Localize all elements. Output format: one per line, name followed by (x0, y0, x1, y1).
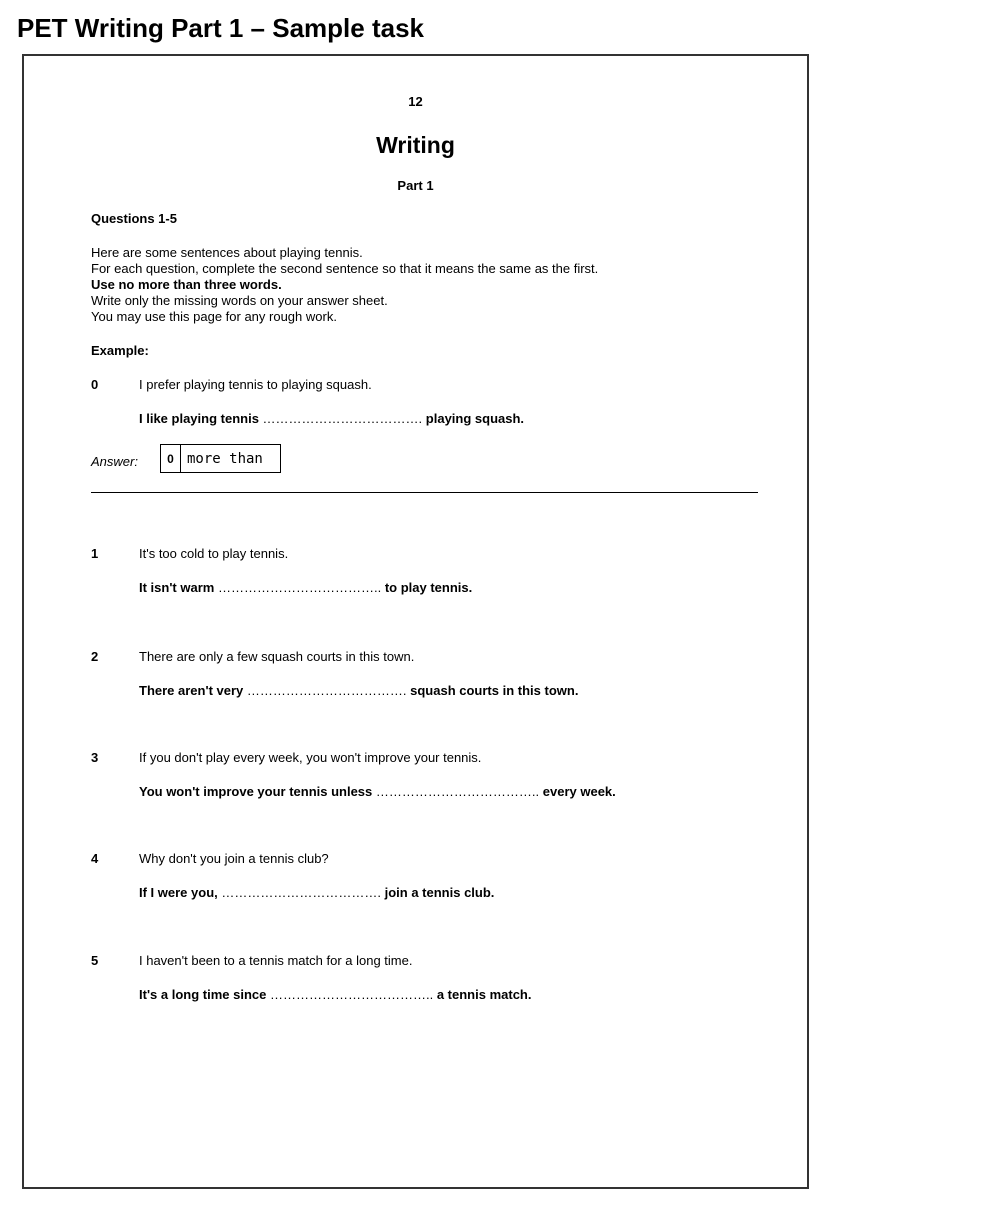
answer-start: I like playing tennis (139, 411, 259, 426)
answer-start: You won't improve your tennis unless (139, 784, 373, 799)
part-label: Part 1 (397, 178, 434, 193)
question-prompt: I haven't been to a tennis match for a long time. (139, 953, 413, 968)
answer-start: It isn't warm (139, 580, 215, 595)
answer-box-text: more than (187, 450, 263, 467)
section-title: Writing (376, 132, 455, 158)
answer-dots: ………………………………. (262, 411, 423, 426)
question-number: 4 (91, 851, 99, 866)
example-label: Example: (91, 343, 149, 358)
answer-end: playing squash. (425, 411, 525, 426)
question-number: 2 (91, 649, 99, 664)
example-answer-box (160, 444, 281, 473)
example-number: 0 (91, 377, 99, 392)
question-number: 5 (91, 953, 99, 968)
answer-end: a tennis match. (436, 987, 532, 1002)
instruction-line: Write only the missing words on your answer sheet. (91, 293, 388, 308)
question-answer-line (139, 885, 494, 900)
instruction-line: You may use this page for any rough work. (91, 309, 337, 324)
answer-end: to play tennis. (384, 580, 473, 595)
answer-start: If I were you, (139, 885, 218, 900)
question-answer-line (139, 580, 472, 595)
answer-dots: ……………………………….. (217, 580, 382, 595)
question-number: 3 (91, 750, 99, 765)
question-answer-line (139, 683, 578, 698)
instructions (91, 245, 598, 325)
answer-start: There aren't very (139, 683, 244, 698)
answer-end: join a tennis club. (384, 885, 495, 900)
answer-dots: ………………………………. (246, 683, 407, 698)
question-answer-line (139, 987, 531, 1002)
answer-start: It's a long time since (139, 987, 267, 1002)
answer-label: Answer: (91, 454, 138, 469)
answer-dots: ……………………………….. (375, 784, 540, 799)
question-prompt: Why don't you join a tennis club? (139, 851, 329, 866)
page-title: PET Writing Part 1 – Sample task (17, 13, 424, 43)
question-prompt: There are only a few squash courts in this town. (139, 649, 415, 664)
answer-end: squash courts in this town. (410, 683, 579, 698)
instruction-line: Here are some sentences about playing tennis. (91, 245, 363, 260)
divider (91, 492, 758, 493)
instruction-line: Use no more than three words. (91, 277, 282, 292)
question-prompt: It's too cold to play tennis. (139, 546, 289, 561)
page-number: 12 (408, 94, 423, 109)
question-number: 1 (91, 546, 99, 561)
answer-dots: ………………………………. (221, 885, 381, 900)
answer-end: every week. (542, 784, 616, 799)
questions-range: Questions 1-5 (91, 211, 177, 226)
question-prompt: If you don't play every week, you won't improve your tennis. (139, 750, 482, 765)
answer-dots: ……………………………….. (269, 987, 434, 1002)
question-answer-line (139, 784, 616, 799)
example-answer-line (139, 411, 524, 426)
exam-sheet (22, 54, 809, 1189)
answer-box-number: 0 (161, 445, 181, 472)
example-prompt: I prefer playing tennis to playing squash. (139, 377, 372, 392)
instruction-line: For each question, complete the second sentence so that it means the same as the first. (91, 261, 599, 276)
